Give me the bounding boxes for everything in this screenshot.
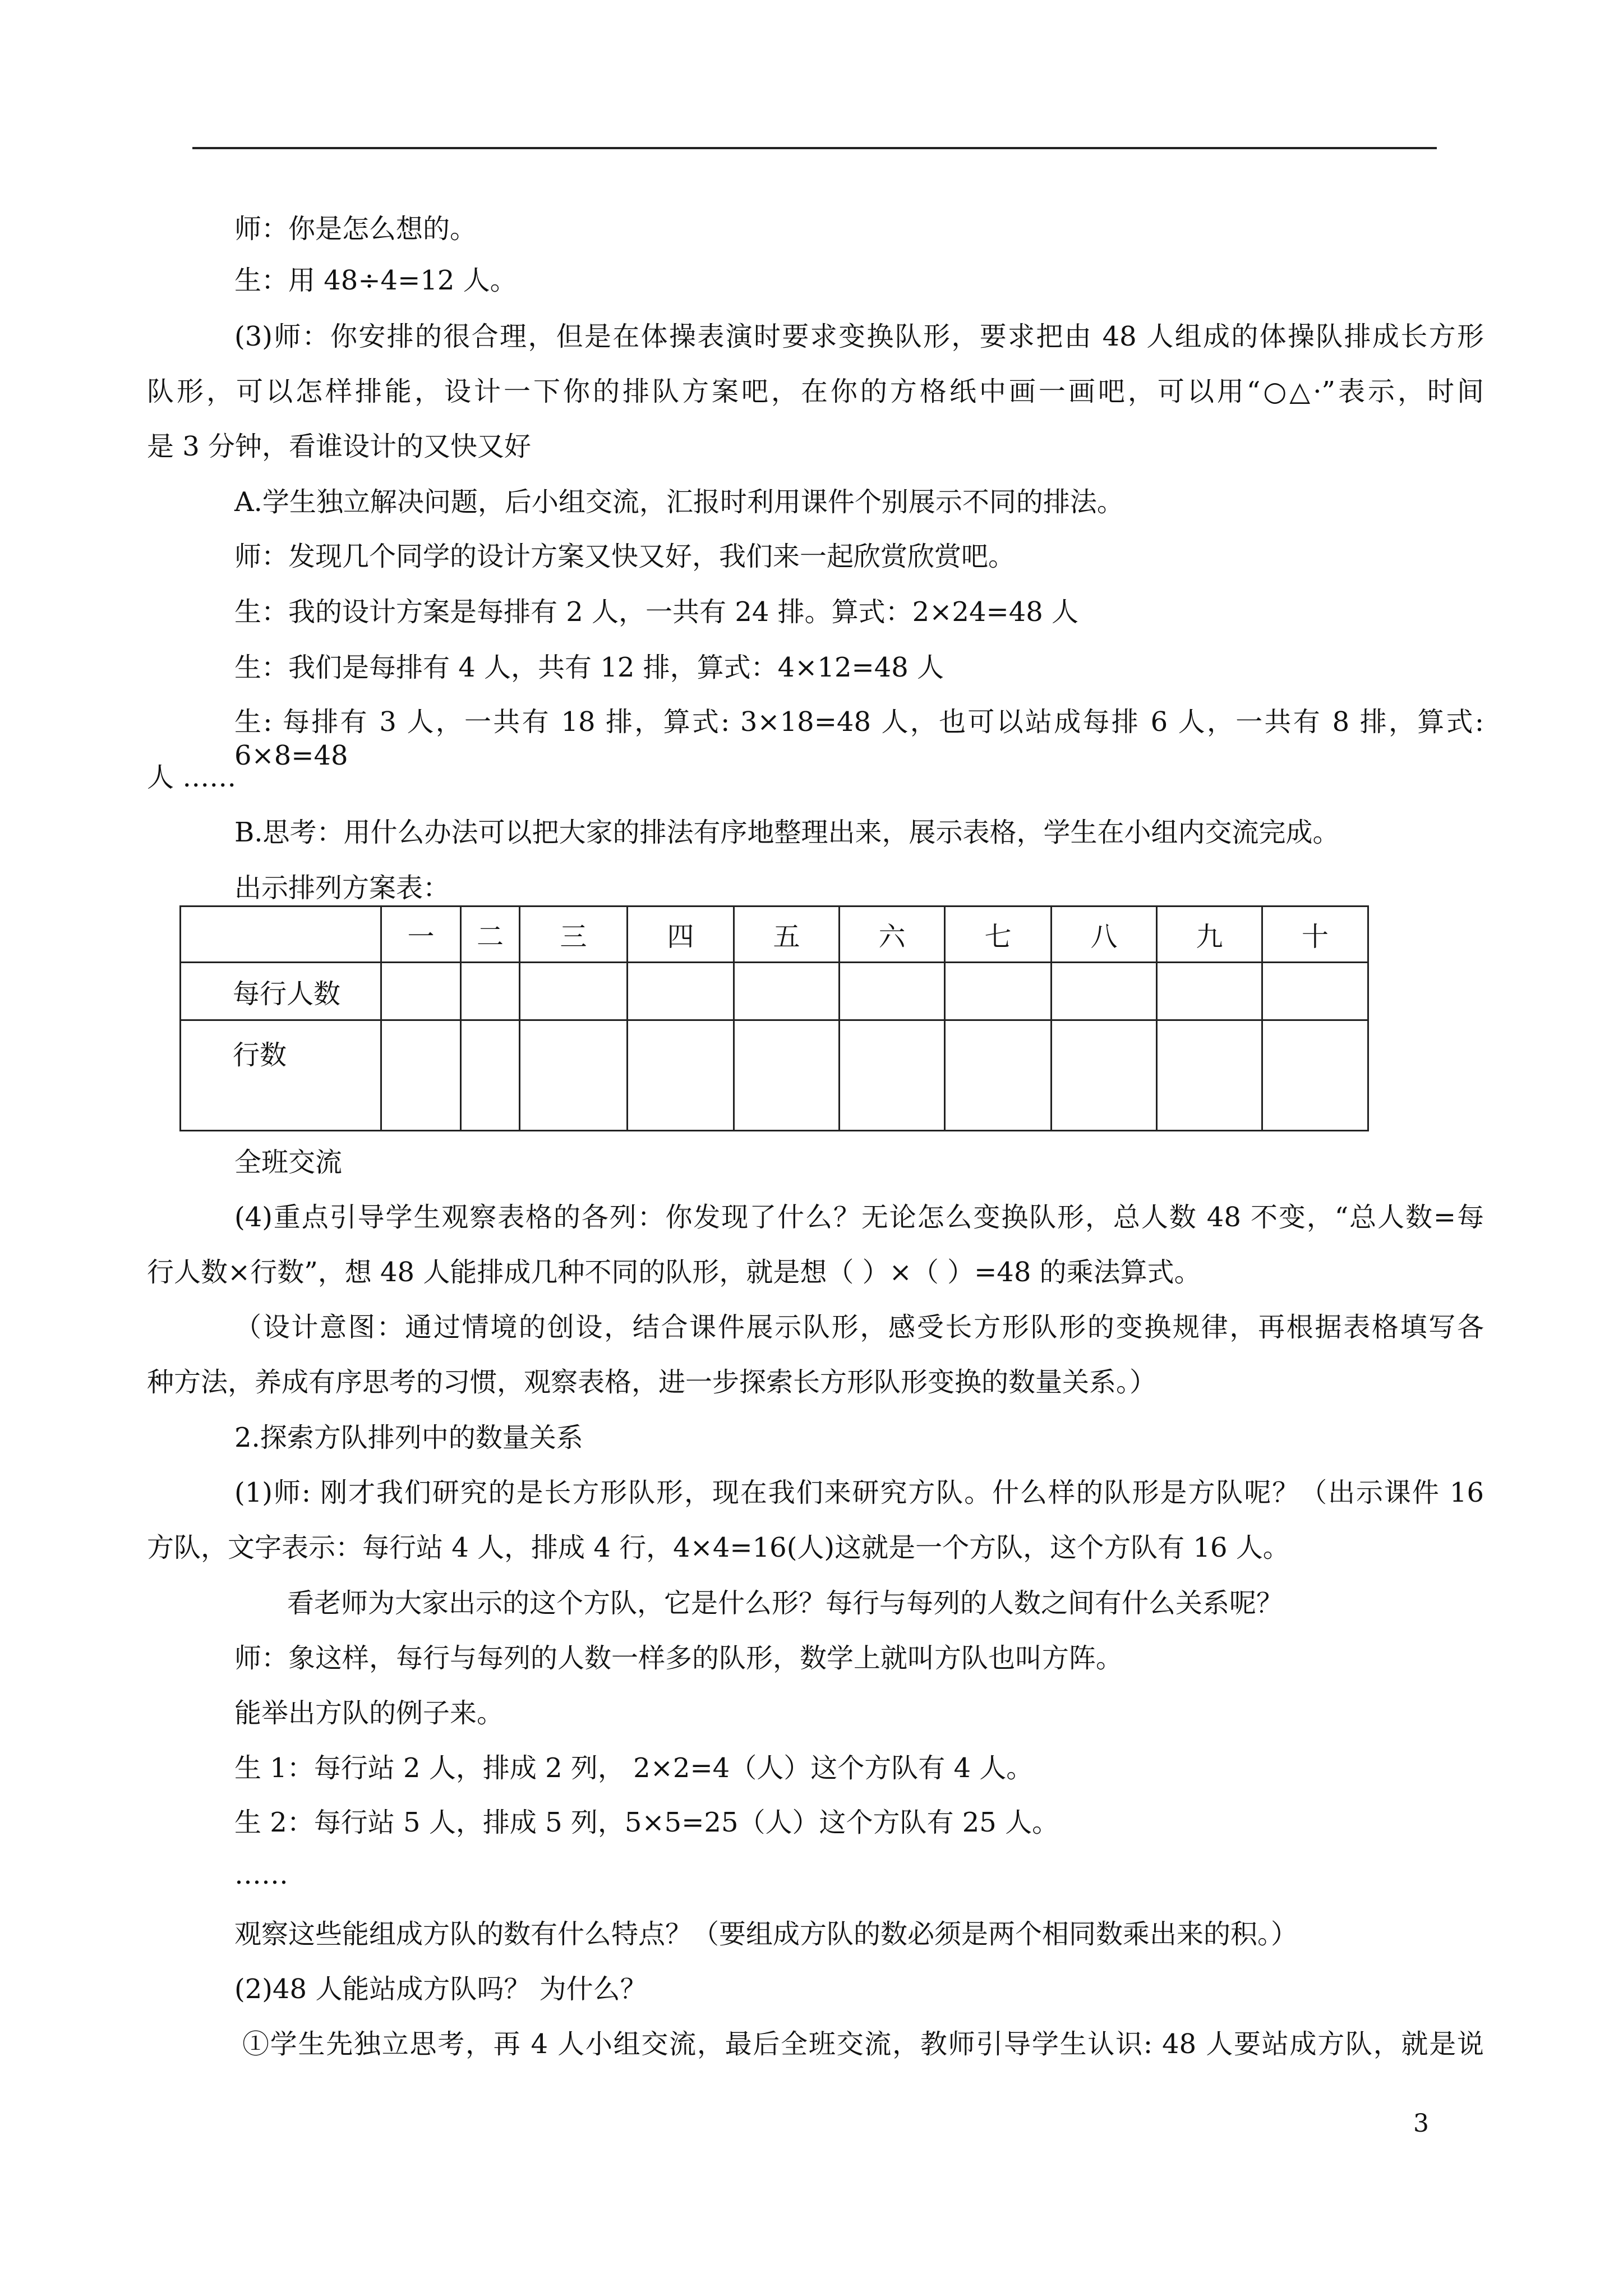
text-line: 看老师为大家出示的这个方队，它是什么形？每行与每列的人数之间有什么关系呢？ xyxy=(287,1588,1284,1619)
text-line: …… xyxy=(234,1859,288,1890)
text-line: 方队，文字表示：每行站 4 人，排成 4 行，4×4=16(人)这就是一个方队，这个方队有 16 人。 xyxy=(147,1532,1290,1563)
text-line: 能举出方队的例子来。 xyxy=(234,1697,504,1729)
text-line: 师：发现几个同学的设计方案又快又好，我们来一起欣赏欣赏吧。 xyxy=(234,541,1016,572)
text-line: 全班交流 xyxy=(234,1147,343,1178)
table-cell xyxy=(628,963,734,1020)
table-cell xyxy=(381,963,461,1020)
text-line: 人 …… xyxy=(147,762,237,793)
table-cell xyxy=(520,963,628,1020)
table-cell xyxy=(628,1020,734,1131)
text-line: (1)师: 刚才我们研究的是长方形队形，现在我们来研究方队。什么样的队形是方队呢？（出示课件 16 xyxy=(234,1477,1484,1508)
table-row-label: 每行人数 xyxy=(181,963,381,1020)
text-line: 生：我的设计方案是每排有 2 人，一共有 24 排。算式：2×24=48 人 xyxy=(234,596,1079,628)
table-row xyxy=(181,1020,1368,1131)
table-header-cell: 十 xyxy=(1262,907,1368,963)
table-cell xyxy=(461,963,520,1020)
text-line: 出示排列方案表： xyxy=(234,872,450,904)
table-header-cell xyxy=(181,907,381,963)
text-line: ①学生先独立思考，再 4 人小组交流，最后全班交流，教师引导学生认识: 48 人要站成方队，就是说 xyxy=(242,2028,1484,2060)
table-row xyxy=(181,963,1368,1020)
text-line: 生: 每排有 3 人，一共有 18 排，算式: 3×18=48 人，也可以站成每排 6 人，一共有 8 排，算式: 6×8=48 xyxy=(234,706,1484,771)
table-header-cell: 一 xyxy=(381,907,461,963)
arrangement-table xyxy=(179,905,1369,1131)
text-line: 种方法，养成有序思考的习惯，观察表格，进一步探索长方形队形变换的数量关系。） xyxy=(147,1366,1157,1398)
table-header-cell: 五 xyxy=(734,907,840,963)
table-header-cell: 七 xyxy=(945,907,1052,963)
text-line: （设计意图：通过情境的创设，结合课件展示队形，感受长方形队形的变换规律，再根据表格填写各 xyxy=(234,1312,1484,1343)
text-line: 是 3 分钟，看谁设计的又快又好 xyxy=(147,431,532,462)
table-header-cell: 九 xyxy=(1157,907,1262,963)
text-line: 2.探索方队排列中的数量关系 xyxy=(234,1422,583,1453)
text-line: 生 2：每行站 5 人，排成 5 列，5×5=25（人）这个方队有 25 人。 xyxy=(234,1807,1059,1838)
table-cell xyxy=(734,1020,840,1131)
text-line: B.思考：用什么办法可以把大家的排法有序地整理出来，展示表格，学生在小组内交流完成。 xyxy=(234,817,1340,848)
text-line: 师：你是怎么想的。 xyxy=(234,213,477,245)
text-line: 生：用 48÷4=12 人。 xyxy=(234,265,517,296)
text-line: A.学生独立解决问题，后小组交流，汇报时利用课件个别展示不同的排法。 xyxy=(234,486,1124,518)
text-line: 生：我们是每排有 4 人，共有 12 排，算式：4×12=48 人 xyxy=(234,652,944,683)
table-header-cell: 六 xyxy=(840,907,945,963)
header-rule xyxy=(192,147,1437,149)
table-cell xyxy=(1157,1020,1262,1131)
table-cell xyxy=(381,1020,461,1131)
text-line: (3)师：你安排的很合理，但是在体操表演时要求变换队形，要求把由 48 人组成的体操队排成长方形 xyxy=(234,321,1484,352)
table-header-row xyxy=(181,907,1368,963)
table-cell xyxy=(1262,963,1368,1020)
table-header-cell: 三 xyxy=(520,907,628,963)
text-line: 行人数×行数”，想 48 人能排成几种不同的队形，就是想（ ）×（ ）=48 的乘法算式。 xyxy=(147,1257,1201,1288)
table-cell xyxy=(945,1020,1052,1131)
table-cell xyxy=(1052,963,1157,1020)
table-row-label: 行数 xyxy=(181,1020,381,1131)
table-cell xyxy=(461,1020,520,1131)
text-line: 师：象这样，每行与每列的人数一样多的队形，数学上就叫方队也叫方阵。 xyxy=(234,1642,1123,1674)
table-cell xyxy=(840,963,945,1020)
text-line: 生 1：每行站 2 人，排成 2 列， 2×2=4（人）这个方队有 4 人。 xyxy=(234,1752,1034,1784)
table-cell xyxy=(1157,963,1262,1020)
table-cell xyxy=(734,963,840,1020)
text-line: (4)重点引导学生观察表格的各列：你发现了什么？无论怎么变换队形，总人数 48 不变，“总人数=每 xyxy=(234,1202,1484,1233)
text-line: 队形，可以怎样排能，设计一下你的排队方案吧，在你的方格纸中画一画吧，可以用“○△·”表示，时间 xyxy=(147,376,1484,407)
table-cell xyxy=(1262,1020,1368,1131)
table-cell xyxy=(840,1020,945,1131)
table-header-cell: 八 xyxy=(1052,907,1157,963)
text-line: 观察这些能组成方队的数有什么特点？（要组成方队的数必须是两个相同数乘出来的积。） xyxy=(234,1918,1298,1950)
text-line: (2)48 人能站成方队吗？ 为什么？ xyxy=(234,1973,647,2005)
table-cell xyxy=(1052,1020,1157,1131)
table-header-cell: 二 xyxy=(461,907,520,963)
table-header-cell: 四 xyxy=(628,907,734,963)
table-cell xyxy=(945,963,1052,1020)
table-cell xyxy=(520,1020,628,1131)
page-number: 3 xyxy=(1413,2109,1429,2138)
